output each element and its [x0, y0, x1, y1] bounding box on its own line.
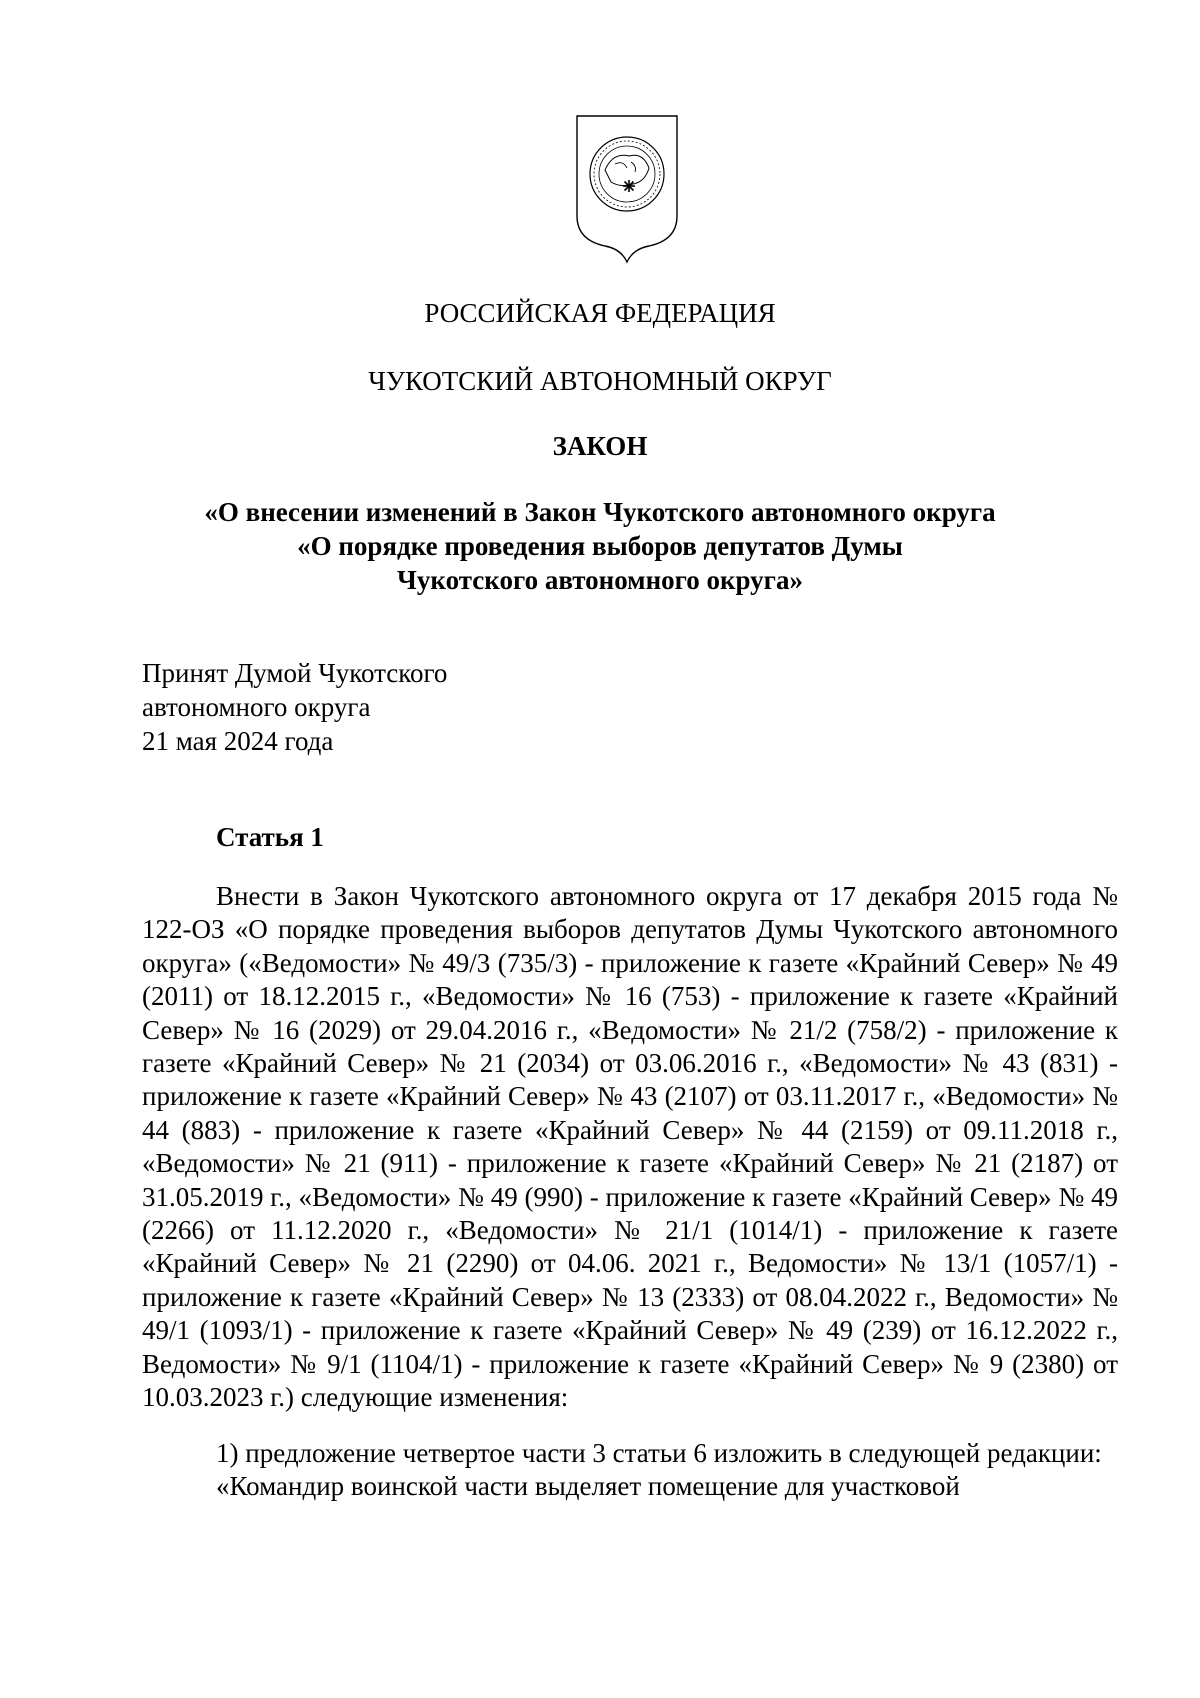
document-type: ЗАКОН	[552, 431, 648, 461]
law-title-line: «О внесении изменений в Закон Чукотского автономного округа	[204, 497, 996, 527]
adoption-line: Принят Думой Чукотского	[142, 658, 448, 688]
article-body	[142, 880, 1118, 1503]
law-title	[0, 495, 1200, 597]
article-heading: Статья 1	[216, 822, 324, 852]
amendment-quote: «Командир воинской части выделяет помещение для участковой	[216, 1470, 960, 1501]
adoption-line: автономного округа	[142, 692, 371, 722]
law-title-line: Чукотского автономного округа»	[397, 565, 803, 595]
country-name: РОССИЙСКАЯ ФЕДЕРАЦИЯ	[424, 298, 776, 328]
amendment-item-1: 1) предложение четвертое части 3 статьи 6 изложить в следующей редакции:	[216, 1437, 1102, 1468]
law-title-line: «О порядке проведения выборов депутатов Думы	[297, 531, 903, 561]
region-name: ЧУКОТСКИЙ АВТОНОМНЫЙ ОКРУГ	[368, 366, 832, 396]
coat-of-arms-emblem	[567, 112, 687, 268]
adoption-date: 21 мая 2024 года	[142, 726, 334, 756]
article-intro-paragraph: Внести в Закон Чукотского автономного округа от 17 декабря 2015 года № 122-ОЗ «О порядке проведения выборов депутатов Думы Чукотского автономного округа» («Ведомости» № 49/3 (735/3) - приложение к газете «Крайний Север» № 49 (2011) от 18.12.2015 г., «Ведомости» № 16 (753) - приложение к газете «Крайний Север» № 16 (2029) от 29.04.2016 г., «Ведомости» № 21/2 (758/2) - приложение к газете «Крайний Север» № 21 (2034) от 03.06.2016 г., «Ведомости» № 43 (831) - приложение к газете «Крайний Север» № 43 (2107) от 03.11.2017 г., «Ведомости» № 44 (883) - приложение к газете «Крайний Север» № 44 (2159) от 09.11.2018 г., «Ведомости» № 21 (911) - приложение к газете «Крайний Север» № 21 (2187) от 31.05.2019 г., «Ведомости» № 49 (990) - приложение к газете «Крайний Север» № 49 (2266) от 11.12.2020 г., «Ведомости» № 21/1 (1014/1) - приложение к газете «Крайний Север» № 21 (2290) от 04.06. 2021 г., Ведомости» № 13/1 (1057/1) - приложение к газете «Крайний Север» № 13 (2333) от 08.04.2022 г., Ведомости» № 49/1 (1093/1) - приложение к газете «Крайний Север» № 49 (239) от 16.12.2022 г., Ведомости» № 9/1 (1104/1) - приложение к газете «Крайний Север» № 9 (2380) от 10.03.2023 г.) следующие изменения:	[142, 881, 1118, 1413]
adoption-info	[142, 656, 447, 758]
